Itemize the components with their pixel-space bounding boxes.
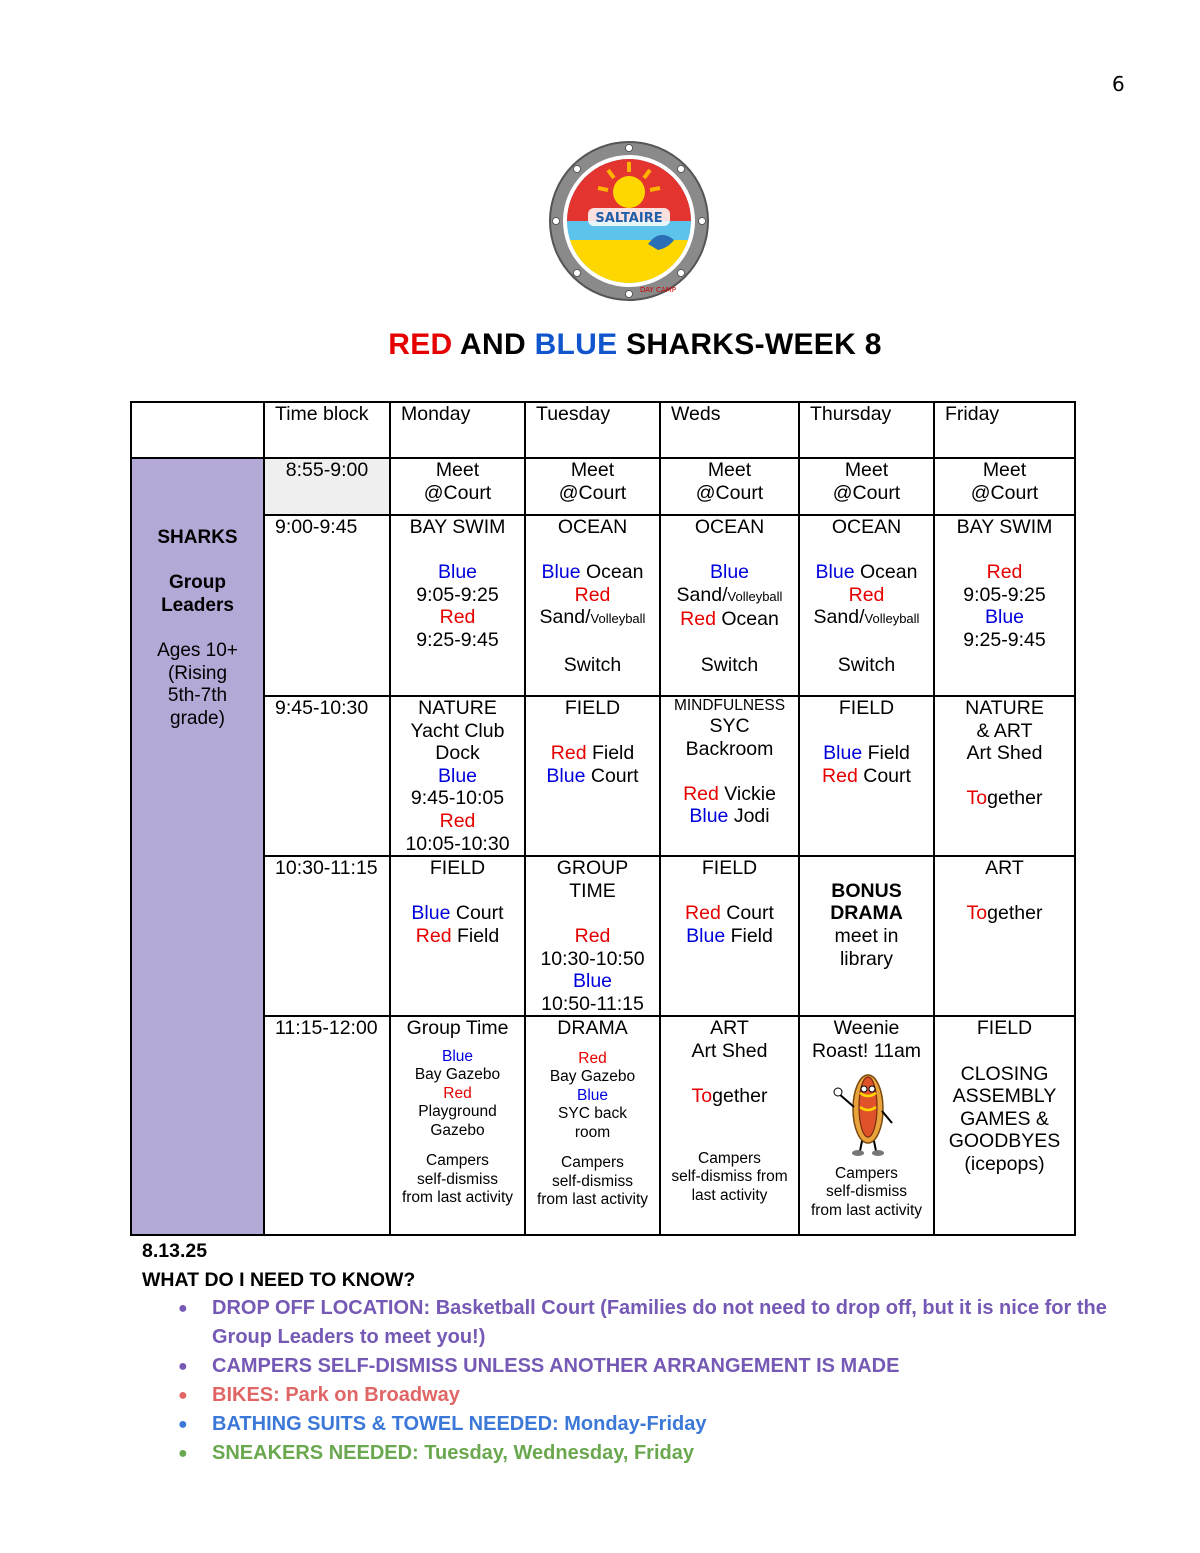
header-friday: Friday [934,402,1075,458]
footer [142,1237,415,1295]
time-945: 9:45-10:30 [264,696,390,856]
time-1115: 11:15-12:00 [264,1016,390,1235]
footer-heading: WHAT DO I NEED TO KNOW? [142,1269,416,1291]
page-number: 6 [1112,72,1125,96]
row-1115 [131,1016,1075,1235]
header-thursday: Thursday [799,402,934,458]
row-900 [131,515,1075,696]
cell-tue-900: OCEAN Blue Ocean Red Sand/Volleyball Switch [525,515,660,696]
header-monday: Monday [390,402,525,458]
cell-thu-1030: BONUS DRAMA meet in library [799,856,934,1016]
cell-thu-1115: Weenie Roast! 11am Campers self-dismiss from last activity [799,1016,934,1235]
time-900: 9:00-9:45 [264,515,390,696]
row-945 [131,696,1075,856]
cell-wed-1115: ART Art Shed Together Campers self-dismiss from last activity [660,1016,799,1235]
notes-list [172,1294,1132,1468]
cell-mon-855: Meet @Court [390,458,525,515]
cell-fri-1115: FIELD CLOSING ASSEMBLY GAMES & GOODBYES (icepops) [934,1016,1075,1235]
cell-mon-1115: Group Time Blue Bay Gazebo Red Playground Gazebo Campers self-dismiss from last activity [390,1016,525,1235]
bullet-icon: ● [178,1416,188,1433]
note-text: DROP OFF LOCATION: Basketball Court (Families do not need to drop off, but it is nice for the Group Leaders to meet you!) [212,1297,1107,1348]
cell-fri-855: Meet @Court [934,458,1075,515]
cell-tue-855: Meet @Court [525,458,660,515]
time-855: 8:55-9:00 [264,458,390,515]
header-blank [131,402,264,458]
note-item [172,1410,1132,1439]
cell-tue-1030: GROUP TIME Red 10:30-10:50 Blue 10:50-11:15 [525,856,660,1016]
note-item [172,1352,1132,1381]
cell-wed-855: Meet @Court [660,458,799,515]
hotdog-icon [830,1067,904,1157]
note-item [172,1381,1132,1410]
page-title: RED AND BLUE SHARKS-WEEK 8 [388,328,882,361]
cell-tue-1115: DRAMA Red Bay Gazebo Blue SYC back room Campers self-dismiss from last activity [525,1016,660,1235]
bullet-icon: ● [178,1358,188,1375]
header-row [131,402,1075,458]
logo-subtext: DAY CAMP [640,286,676,294]
cell-mon-1030: FIELD Blue Court Red Field [390,856,525,1016]
header-tuesday: Tuesday [525,402,660,458]
time-1030: 10:30-11:15 [264,856,390,1016]
note-item [172,1294,1132,1352]
cell-thu-855: Meet @Court [799,458,934,515]
cell-mon-900: BAY SWIM Blue 9:05-9:25 Red 9:25-9:45 [390,515,525,696]
logo-text: SALTAIRE [595,211,663,226]
note-text: CAMPERS SELF-DISMISS UNLESS ANOTHER ARRANGEMENT IS MADE [212,1355,900,1377]
cell-mon-945: NATURE Yacht Club Dock Blue 9:45-10:05 Red 10:05-10:30 [390,696,525,856]
note-item [172,1439,1132,1468]
cell-thu-945: FIELD Blue Field Red Court [799,696,934,856]
row-855 [131,458,1075,515]
schedule-table [130,401,1076,1236]
bullet-icon: ● [178,1445,188,1462]
header-weds: Weds [660,402,799,458]
sidebar-sharks: SHARKS Group Leaders Ages 10+ (Rising 5th-7th grade) [131,458,264,1235]
bullet-icon: ● [178,1387,188,1404]
cell-wed-945: MINDFULNESS SYC Backroom Red Vickie Blue Jodi [660,696,799,856]
cell-wed-900: OCEAN Blue Sand/Volleyball Red Ocean Switch [660,515,799,696]
header-time-block: Time block [264,402,390,458]
cell-fri-1030: ART Together [934,856,1075,1016]
cell-fri-945: NATURE & ART Art Shed Together [934,696,1075,856]
note-text: BIKES: Park on Broadway [212,1384,460,1406]
note-text: BATHING SUITS & TOWEL NEEDED: Monday-Friday [212,1413,707,1435]
cell-wed-1030: FIELD Red Court Blue Field [660,856,799,1016]
saltaire-logo [548,140,710,302]
row-1030 [131,856,1075,1016]
bullet-icon: ● [178,1300,188,1317]
cell-thu-900: OCEAN Blue Ocean Red Sand/Volleyball Switch [799,515,934,696]
cell-fri-900: BAY SWIM Red 9:05-9:25 Blue 9:25-9:45 [934,515,1075,696]
cell-tue-945: FIELD Red Field Blue Court [525,696,660,856]
footer-date: 8.13.25 [142,1240,208,1262]
note-text: SNEAKERS NEEDED: Tuesday, Wednesday, Friday [212,1442,694,1464]
